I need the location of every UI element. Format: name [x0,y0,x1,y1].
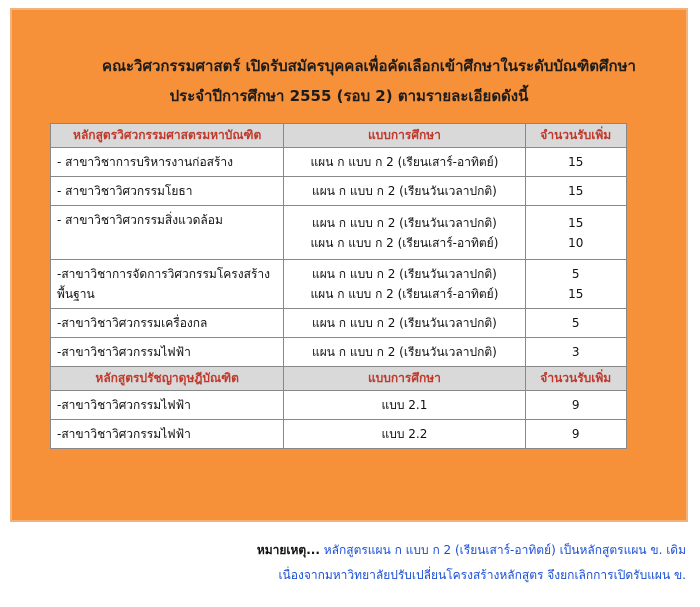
program-name: - สาขาวิชาวิศวกรรมสิ่งแวดล้อม [51,206,284,260]
admission-count-cell [525,206,627,260]
table-row [51,260,627,309]
program-name: -สาขาวิชาการจัดการวิศวกรรมโครงสร้างพื้นฐาน [51,260,284,309]
study-plan: แผน ก แบบ ก 2 (เรียนเสาร์-อาทิตย์) [310,287,499,301]
table-row [51,206,627,260]
admission-count: 10 [568,235,584,250]
masters-header-row [51,124,627,148]
doctoral-plan-header: แบบการศึกษา [284,367,525,391]
masters-plan-header: แบบการศึกษา [284,124,525,148]
admission-table [50,123,627,449]
program-name: -สาขาวิชาวิศวกรรมไฟฟ้า [51,420,284,449]
study-plan: แผน ก แบบ ก 2 (เรียนวันเวลาปกติ) [311,267,497,281]
program-name: -สาขาวิชาวิศวกรรมเครื่องกล [51,309,284,338]
study-plan: แผน ก แบบ ก 2 (เรียนวันเวลาปกติ) [284,177,525,206]
note-line2: เนื่องจากมหาวิทยาลัยปรับเปลี่ยนโครงสร้างหลักสูตร จึงยกเลิกการเปิดรับแผน ข. [278,568,686,582]
table-row [51,420,627,449]
study-plan: แผน ก แบบ ก 2 (เรียนวันเวลาปกติ) [311,215,497,230]
admission-count-cell [525,260,627,309]
note-label: หมายเหตุ... [256,543,320,557]
admission-count: 5 [525,309,627,338]
doctoral-program-header: หลักสูตรปรัชญาดุษฎีบัณฑิต [51,367,284,391]
table-row [51,391,627,420]
admission-count: 9 [525,391,627,420]
note-text-line1: หลักสูตรแผน ก แบบ ก 2 (เรียนเสาร์-อาทิตย์) เป็นหลักสูตรแผน ข. เดิม [323,543,686,557]
masters-count-header: จำนวนรับเพิ่ม [525,124,627,148]
study-plan-cell [284,206,525,260]
note-line1 [257,541,686,560]
study-plan: แผน ก แบบ ก 2 (เรียนวันเวลาปกติ) [284,338,525,367]
admission-count: 15 [525,177,627,206]
program-name: -สาขาวิชาวิศวกรรมไฟฟ้า [51,338,284,367]
admission-count: 3 [525,338,627,367]
announcement-title-line1: คณะวิศวกรรมศาสตร์ เปิดรับสมัครบุคคลเพื่อคัดเลือกเข้าศึกษาในระดับบัณฑิตศึกษา [102,57,636,75]
admission-count: 15 [568,287,584,301]
doctoral-header-row [51,367,627,391]
study-plan-cell [284,260,525,309]
program-name: - สาขาวิชาการบริหารงานก่อสร้าง [51,148,284,177]
study-plan: แบบ 2.2 [284,420,525,449]
study-plan: แผน ก แบบ ก 2 (เรียนวันเวลาปกติ) [284,309,525,338]
table-row [51,148,627,177]
study-plan: แผน ก แบบ ก 2 (เรียนเสาร์-อาทิตย์) [284,148,525,177]
admission-count: 15 [525,148,627,177]
masters-program-header: หลักสูตรวิศวกรรมศาสตรมหาบัณฑิต [51,124,284,148]
announcement-title-line2: ประจำปีการศึกษา 2555 (รอบ 2) ตามรายละเอียดดังนี้ [169,87,529,105]
doctoral-count-header: จำนวนรับเพิ่ม [525,367,627,391]
table-row [51,309,627,338]
admission-count: 5 [571,267,580,281]
admission-count: 15 [568,215,584,230]
program-name: - สาขาวิชาวิศวกรรมโยธา [51,177,284,206]
study-plan: แบบ 2.1 [284,391,525,420]
table-row [51,338,627,367]
admission-count: 9 [525,420,627,449]
study-plan: แผน ก แบบ ก 2 (เรียนเสาร์-อาทิตย์) [310,235,499,250]
table-row [51,177,627,206]
program-name: -สาขาวิชาวิศวกรรมไฟฟ้า [51,391,284,420]
